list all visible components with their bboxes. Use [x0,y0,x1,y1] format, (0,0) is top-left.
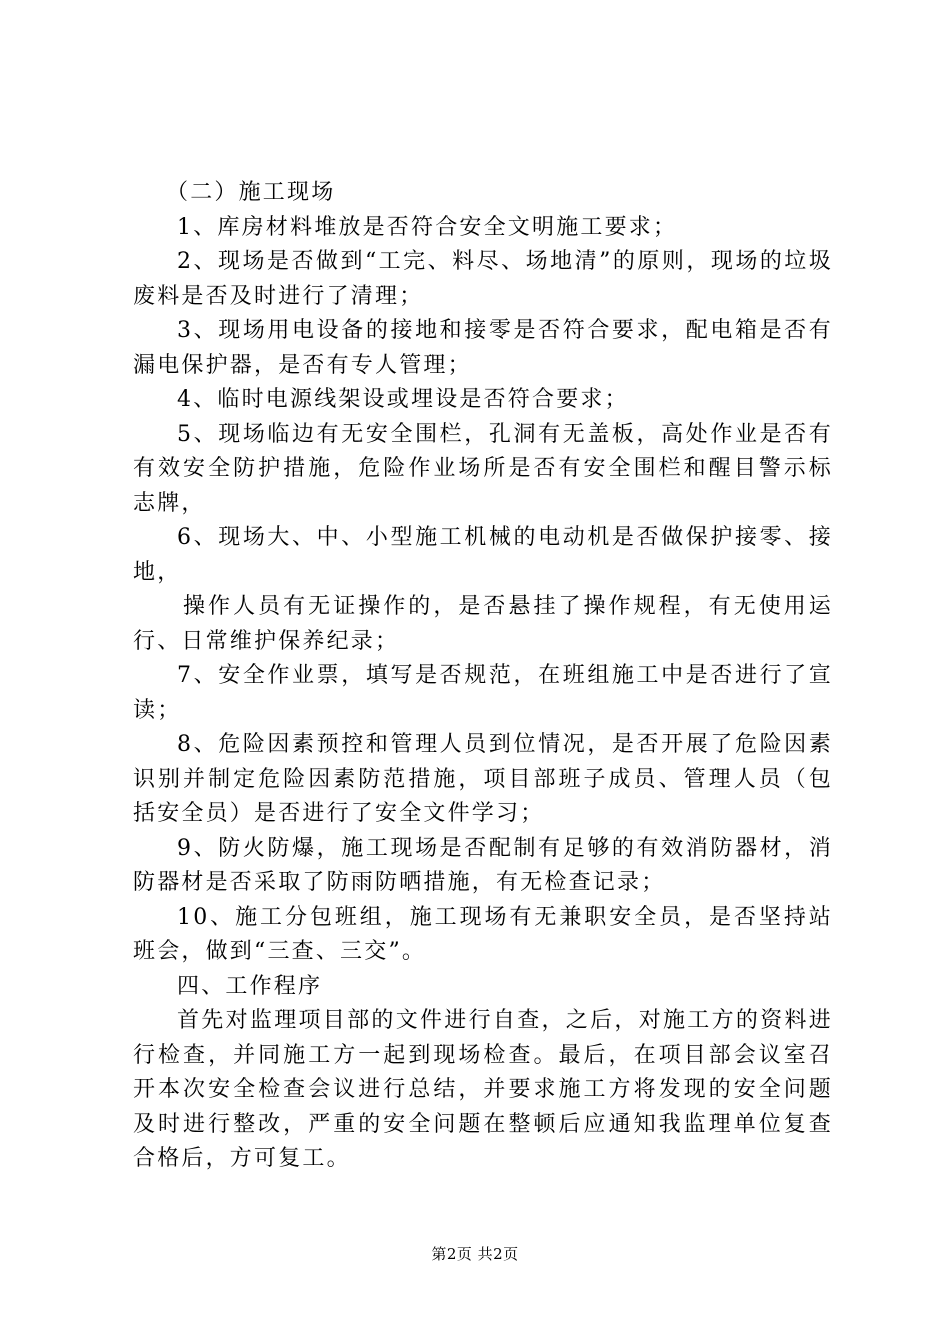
section-heading-construction-site: （二）施工现场 [166,180,336,205]
document-body [133,176,833,1177]
checklist-item-9: 9、防火防爆，施工现场是否配制有足够的有效消防器材，消防器材是否采取了防雨防晒措施，有无检查记录； [133,835,833,895]
page-number-label: 第2页 共2页 [431,1245,519,1263]
checklist-item-7: 7、安全作业票，填写是否规范，在班组施工中是否进行了宣读； [133,663,833,723]
checklist-item-3: 3、现场用电设备的接地和接零是否符合要求，配电箱是否有漏电保护器，是否有专人管理； [133,318,833,378]
checklist-item-4: 4、临时电源线架设或埋设是否符合要求； [177,387,629,412]
work-procedure-paragraph: 首先对监理项目部的文件进行自查，之后，对施工方的资料进行检查，并同施工方一起到现场检查。最后，在项目部会议室召开本次安全检查会议进行总结，并要求施工方将发现的安全问题及时进行整改，严重的安全问题在整顿后应通知我监理单位复查合格后，方可复工。 [133,1008,833,1171]
checklist-item-6-continuation: 操作人员有无证操作的，是否悬挂了操作规程，有无使用运行、日常维护保养纪录； [133,594,833,654]
section-heading-work-procedure: 四、工作程序 [177,973,323,999]
checklist-item-8: 8、危险因素预控和管理人员到位情况，是否开展了危险因素识别并制定危险因素防范措施，项目部班子成员、管理人员（包括安全员）是否进行了安全文件学习； [133,732,833,826]
checklist-item-5: 5、现场临边有无安全围栏，孔洞有无盖板，高处作业是否有有效安全防护措施，危险作业场所是否有安全围栏和醒目警示标志牌， [133,421,833,516]
checklist-item-2: 2、现场是否做到“工完、料尽、场地清”的原则，现场的垃圾废料是否及时进行了清理； [133,249,833,309]
checklist-item-1: 1、库房材料堆放是否符合安全文明施工要求； [177,214,678,240]
checklist-item-6: 6、现场大、中、小型施工机械的电动机是否做保护接零、接地， [133,525,833,585]
checklist-item-10: 10、施工分包班组，施工现场有无兼职安全员，是否坚持站班会，做到“三查、三交”。 [133,904,833,964]
page-footer [0,1244,950,1264]
